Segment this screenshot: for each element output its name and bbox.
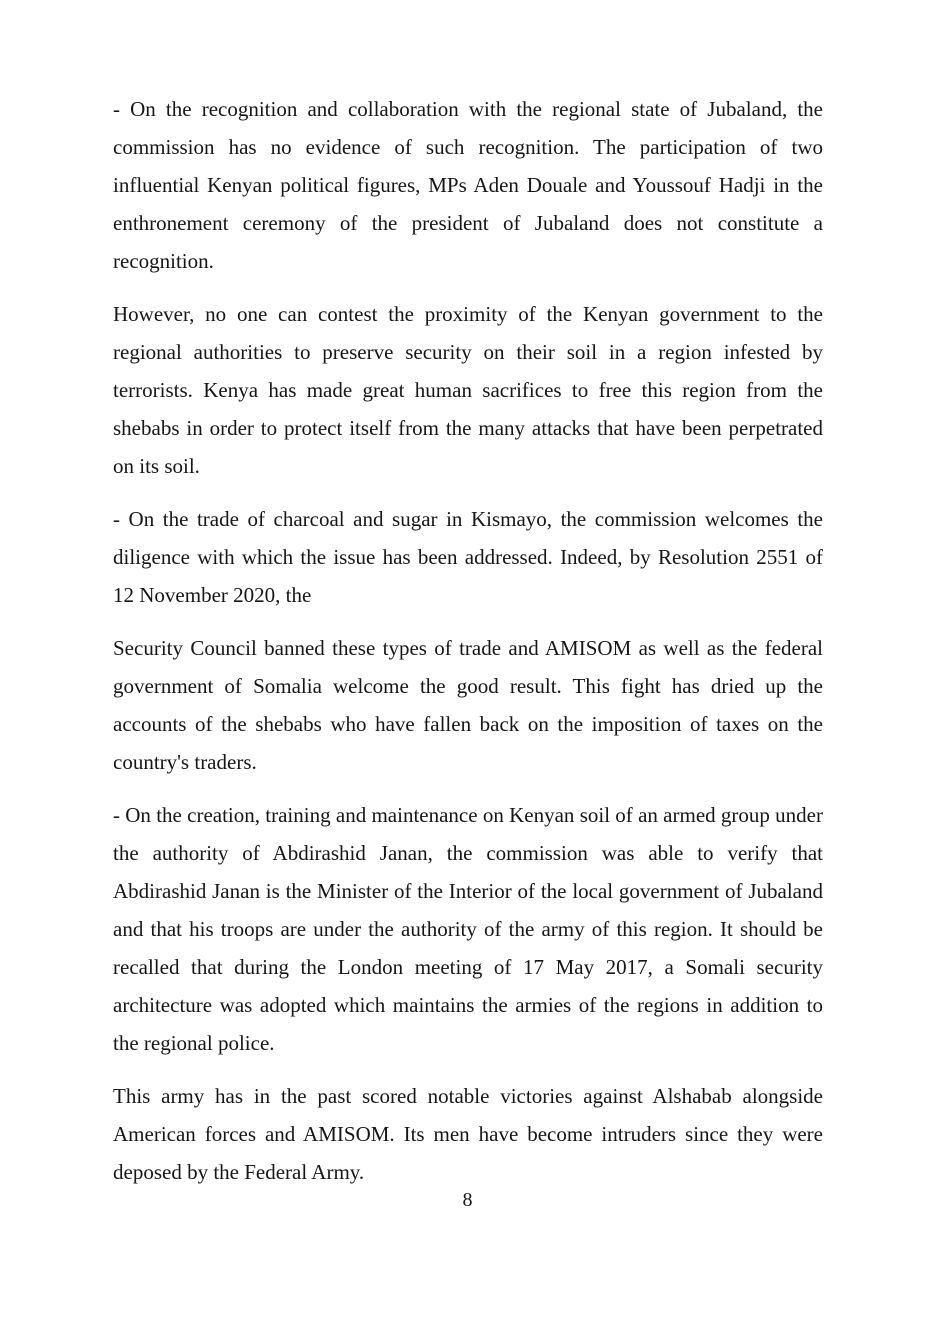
paragraph-security-council-ban: Security Council banned these types of trade and AMISOM as well as the federal government of Somalia welcome the good result. This fight has dried up the accounts of the shebabs who have fallen back on the imposition of taxes on the country's traders. [113,636,823,774]
paragraph-jubaland-recognition: - On the recognition and collaboration with the regional state of Jubaland, the commission has no evidence of such recognition. The participation of two influential Kenyan political figures, MPs Aden Douale and Youssouf Hadji in the enthronement ceremony of the president of Jubaland does not constitute a recognition. [113,97,823,273]
paragraph-armed-group-abdirashid-janan: - On the creation, training and maintenance on Kenyan soil of an armed group under the authority of Abdirashid Janan, the commission was able to verify that Abdirashid Janan is the Minister of the Interior of the local government of Jubaland and that his troops are under the authority of the army of this region. It should be recalled that during the London meeting of 17 May 2017, a Somali security architecture was adopted which maintains the armies of the regions in addition to the regional police. [113,803,823,1055]
page-number: 8 [462,1189,473,1211]
paragraph-charcoal-sugar-trade: - On the trade of charcoal and sugar in Kismayo, the commission welcomes the diligence with which the issue has been addressed. Indeed, by Resolution 2551 of 12 November 2020, the [113,507,823,607]
paragraph-kenyan-government-proximity: However, no one can contest the proximity of the Kenyan government to the regional authorities to preserve security on their soil in a region infested by terrorists. Kenya has made great human sacrifices to free this region from the shebabs in order to protect itself from the many attacks that have been perpetrated on its soil. [113,302,823,478]
page-body-text [113,90,823,1206]
paragraph-army-victories: This army has in the past scored notable victories against Alshabab alongside American forces and AMISOM. Its men have become intruders since they were deposed by the Federal Army. [113,1084,823,1184]
